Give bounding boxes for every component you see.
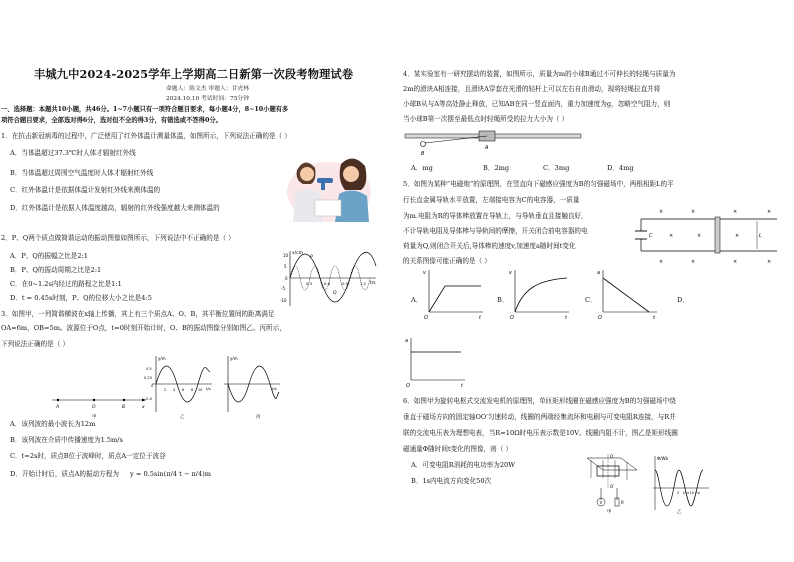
q6-label-r: R [621,500,624,505]
date-line: 2024.10.10 考试时间：75分钟 [166,96,249,102]
q5-field-cross-11: × [767,259,772,265]
q3-figures [52,354,282,420]
q5-stem-line3: 为m.电阻为R的导体棒放置在导轨上，与导轨垂直且接触良好, [403,212,584,220]
q3-graph-bing [224,356,280,420]
q5-label-l: L [759,233,762,239]
q3-bing-ylabel: y/m [230,356,238,361]
q5a-label-v: v [423,270,426,276]
q4-stem-line2: 2m的滑块A相连接，且滑块A穿套在光滑的轻杆上可以左右自由滑动，现将轻绳拉直并将 [403,85,661,93]
q1-option-b: B．当体温超过周围空气温度时人体才辐射红外线 [10,169,154,177]
q5-field-cross-1: × [659,209,664,215]
q6-graph-ylabel: Φ/Wb [657,456,668,461]
q2-option-c: C．在0~1.2s内经过的路程之比是1:1 [10,280,122,288]
q4-stem-line1: 4．某实验室有一研究摆动的装置，如图所示，质量为m的小球B通过不可伸长的轻绳与质量为 [403,70,676,78]
section1-instructions-line1: 一、选择题：本题共10小题，共46分。1~7小题只有一项符合题目要求，每小题4分，8~10小题有多 [1,106,289,113]
q5-conductor-rod [715,217,720,253]
q3-option-c: C．t=2s时，质点B位于波峰时，质点A一定位于波谷 [10,452,166,460]
q3-option-b: B．该列波在介质中传播速度为1.5m/s [10,436,123,444]
q2-tick-y-5: 5 [284,264,287,269]
q3-label-o: O [92,405,96,410]
q5-field-cross-2: × [691,209,696,215]
q5-field-cross-8: × [659,259,664,265]
q4-option-b: B．2mg [483,164,510,172]
q6-stem-line1: 6．如图甲为旋转电枢式交流发电机的原理图，单匝矩形线圈在磁感应强度为B的匀强磁场中绕 [403,397,676,405]
q3-yi-xlabel: t/s [206,386,211,391]
q2-tick-x-09: 0.9 [342,281,349,286]
q6-label-jia: 甲 [607,510,612,514]
q3-yi-tick-0: 0 [151,384,154,388]
q3-stem-line3: 下列说法正确的是（ ） [1,340,70,348]
q3-point-a [57,399,59,401]
q4-label-b: B [421,151,425,157]
q5-stem-line1: 5．如图为某种“电磁炮”的原理图，在竖直向下磁感应强度为B的匀强磁场中，两根相距L的平 [403,180,674,188]
q4-ball-b [421,142,426,147]
q5b-label-t: t [565,315,567,320]
q2-ylabel: x/cm [292,251,304,256]
q2-label-p: P [310,255,313,260]
exam-title: 丰城九中2024-2025学年上学期高二日新第一次段考物理试卷 [34,67,354,81]
q5-option-b-graph [509,268,571,320]
q4-option-c: C．3mg [543,164,570,172]
q3-graph-yi [144,356,212,420]
q3-yi-tick-neg05: -0.5 [145,397,153,401]
q5d-label-o: O [406,383,410,388]
q5-stem-line2: 行长直金属导轨水平放置，左端接电容为C的电容器，一质量 [403,196,580,204]
q6-stem-line2: 垂直于磁场方向的固定轴OO′匀速转动，线圈的两端经集流环和电刷与可变电阻R连接，与R并 [403,413,676,421]
q5-stem-line5: 荷量为Q,则闭合开关后,导体棒的速度v,加速度a随时间t变化 [403,242,576,250]
q5b-label-v: v [509,270,512,276]
q5-option-b-label: B． [497,296,509,304]
q3-point-o [93,399,95,401]
q3-label-bing: 丙 [256,415,261,420]
q2-tick-y-10: 10 [283,253,289,258]
q5-field-cross-4: × [767,209,772,215]
q5-field-cross-3: × [733,209,738,215]
q5-option-a-label: A． [411,296,423,304]
q3-label-x: x [142,405,145,410]
q2-tick-y-neg5: -5 [281,286,285,291]
right-column [397,0,794,562]
q3-point-b [123,399,125,401]
q5-field-cross-9: × [691,259,696,265]
q3-stem-line1: 3．如图甲，一列简谐横波在x轴上传播，其上有三个质点A、O、B，其平衡位置间的距离满足 [1,310,275,318]
q3-stem-line2: OA=6m，OB=5m。波源位于O点，t=0时刻开始计时，O、B的振动图像分别如图乙、丙所示， [1,324,286,332]
q5d-label-t: t [461,383,463,388]
q3-bing-xlabel: t/s [272,386,277,391]
q6-label-v: V [599,500,603,505]
q2-option-a: A．P、Q的振幅之比是2:1 [10,252,88,260]
q6-flux-graph [649,452,711,514]
q2-stem: 2．P、Q两个质点做简谐运动的振动图像如图所示，下列说法中不正确的是（ ） [1,234,235,242]
q2-tick-y-neg10: -10 [280,298,287,303]
q6-option-b: B．1s内电流方向变化50次 [411,477,492,485]
q5b-curve [515,278,567,312]
q5-railgun-figure [629,205,779,267]
q3-yi-tick-x4: 4 [173,388,176,392]
q6-option-a: A．可变电阻R消耗的电功率为20W [411,461,516,469]
q4-stem-line4: 当小球B第一次摆至最低点时轻绳所受的拉力大小为（ ） [403,115,569,123]
q5d-label-a: a [405,338,409,344]
q2-option-d: D．t = 0.45s时刻，P、Q的位移大小之比是4:5 [10,294,152,302]
q6-label-o: O [610,454,614,459]
person-right-face [343,166,359,182]
q6-label-o2: O′ [610,484,615,489]
q3-yi-tick-x6: 6 [182,388,185,392]
illustration-screen [315,200,341,216]
q5-field-cross-10: × [733,259,738,265]
q6-stem-line3: 联的交流电压表为理想电表，当R=10Ω时电压表示数是10V。线圈内阻不计，图乙是矩形线圈 [403,429,678,437]
q5b-label-o: O [510,315,514,320]
q2-vibration-graph [280,248,380,308]
q5-field-cross-7: × [735,233,740,239]
q4-option-a: A．mg [411,164,433,172]
q5-option-d-label: D． [677,296,689,304]
q6-label-yi: 乙 [677,510,682,514]
q5-field-cross-5: × [669,233,674,239]
q2-tick-x-03: 0.3 [306,281,313,286]
q3-yi-tick-x10: 10 [198,388,203,392]
q1-stem: 1．在抗击新冠病毒的过程中，广泛使用了红外体温计测量体温，如图所示，下列说法正确的是（ ） [1,132,291,140]
q1-thermometer-illustration [283,150,375,224]
person-left-face [300,167,314,181]
q5-field-cross-6: × [697,233,702,239]
q6-generator-figure [581,452,647,514]
q2-option-b: B．P、Q的振动周期之比是2:1 [10,266,102,274]
q5c-label-t: t [653,315,655,320]
q3-yi-tick-x8: 8 [191,388,194,392]
q3-option-d-equation: y = 0.5sin(π/4 t − π/4)m [130,470,212,478]
q3-yi-tick-05: 0.5 [146,367,152,371]
q3-label-b: B [122,405,126,410]
q4-pendulum-figure [403,128,583,158]
q3-yi-tick-x2: 2 [164,388,167,392]
q5c-curve [603,278,649,312]
q3-option-a: A．该列波的最小波长为12m [10,420,96,428]
q6-graph-xlabel: t/(×10⁻²s) [683,491,701,495]
q2-label-q: Q [333,291,337,296]
q5a-label-o: O [424,315,428,320]
q2-xlabel: t/s [370,281,376,286]
section1-instructions-line2: 项符合题目要求，全部选对得6分，选对但不全的得3分，有错选或不答得0分。 [1,117,222,124]
q2-tick-x-06: 0.6 [324,281,331,286]
q5-option-c-graph [597,268,659,320]
q3-label-a: A [56,405,60,410]
q1-option-a: A．当体温超过37.3℃时人体才辐射红外线 [10,149,136,157]
q2-tick-x-12: 1.2 [360,281,367,286]
thermometer-handle [321,182,325,190]
q5-label-c: C [649,233,653,239]
q1-option-d: D．红外体温计是依据人体温度越高，辐射的红外线强度越大来测体温的 [10,204,220,212]
q5-stem-line6: 的关系图像可能正确的是（ ） [403,257,491,265]
q5-stem-line4: 不计导轨电阻及导体棒与导轨间的摩擦，开关闭合前电容器的电 [403,227,588,235]
q3-option-d-prefix: D．开始计时后，质点A的振动方程为 [10,470,119,478]
q2-tick-y-0: 0 [285,276,288,281]
q6-graph-tick-2: 2 [677,491,680,495]
q4-option-d: D．4mg [607,164,634,172]
q3-yi-ylabel: y/m [158,356,166,361]
q5-option-d-graph [405,336,467,388]
q5c-label-o: O [598,315,602,320]
q4-stem-line3: 小球B从与A等高处静止释放，已知AB在同一竖直面内，重力加速度为g，忽略空气阻力，则 [403,100,671,108]
q5c-label-a: a [597,270,601,276]
q5-option-a-graph [423,268,485,320]
q4-label-a: A [485,145,489,151]
setter-line: 命题人：陈文杰 审题人：甘虎林 [166,86,249,92]
q5a-curve [429,286,481,312]
q5a-label-t: t [479,315,481,320]
q6-stem-line4: 磁通量Φ随时间t变化的图像，则（ ） [403,445,513,453]
q6-field-plane-top [587,458,637,470]
q3-yi-tick-025: 0.25 [144,376,153,380]
q3-label-jia: 甲 [92,415,97,420]
q1-option-c: C．红外体温计是依据体温计发射红外线来测体温的 [10,186,161,194]
q3-label-yi: 乙 [180,415,185,420]
q5-option-c-label: C． [585,296,597,304]
